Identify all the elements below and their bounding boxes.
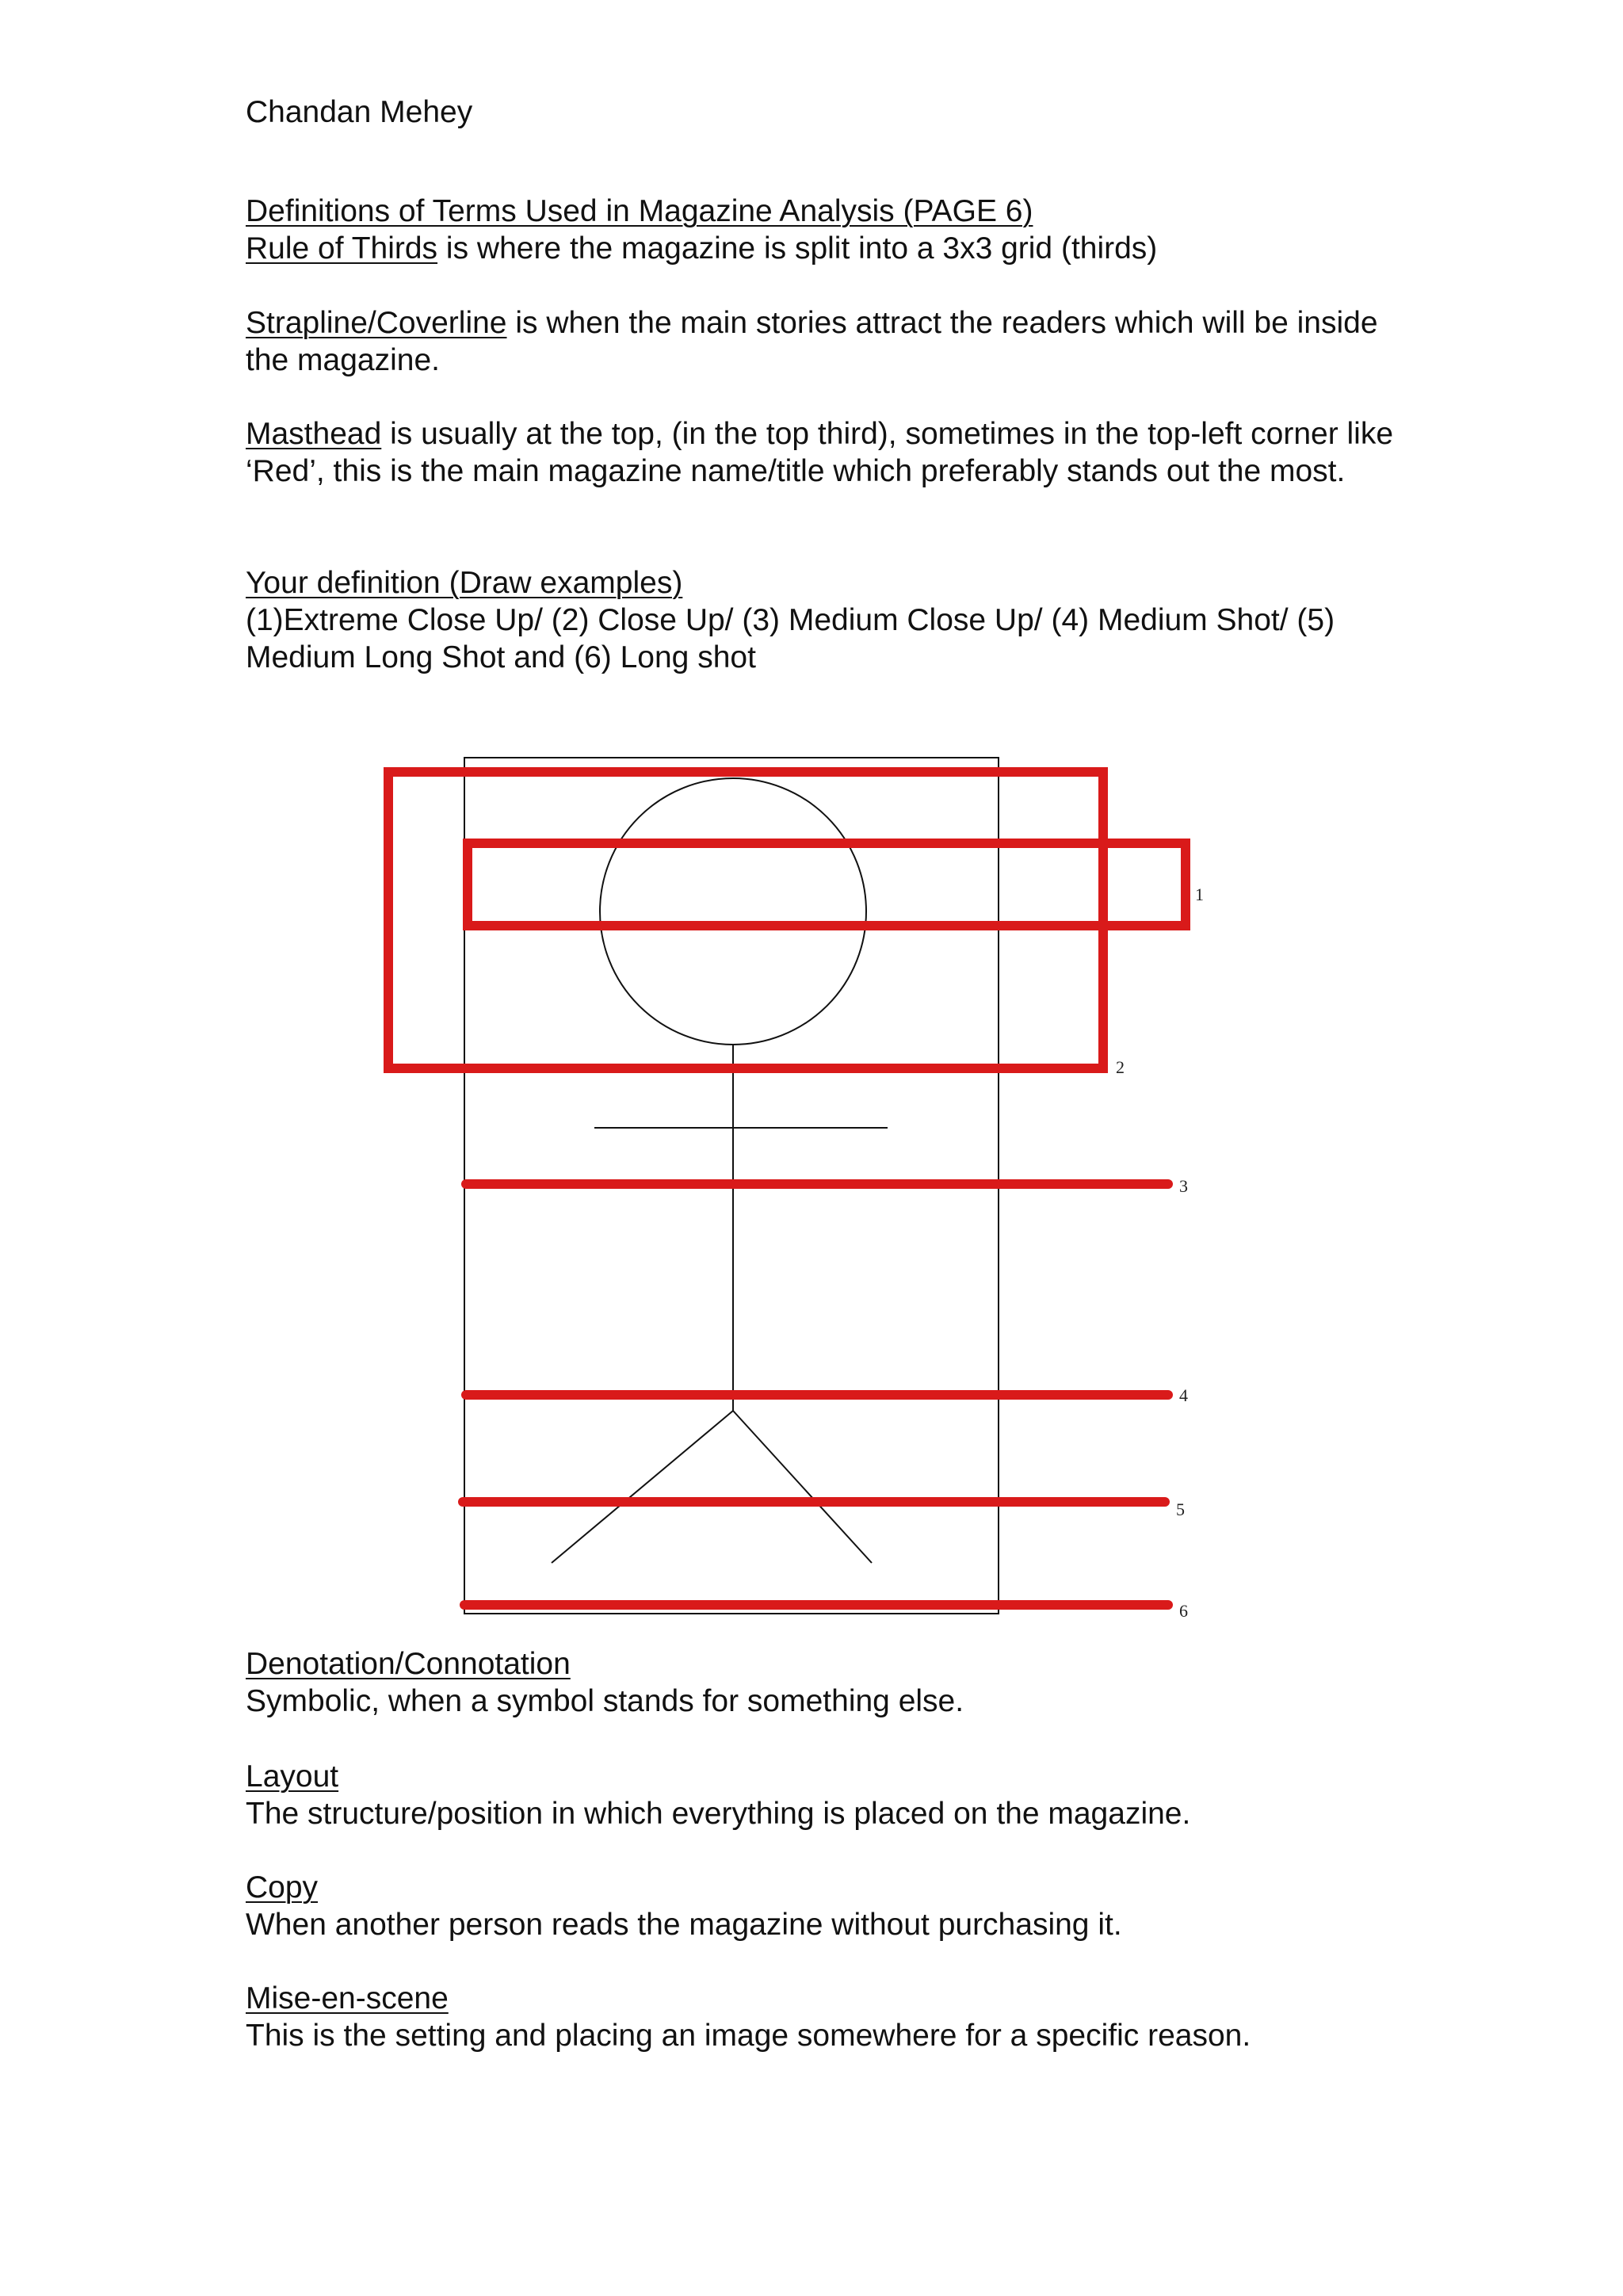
masthead-text: is usually at the top, (in the top third), sometimes in the top-left corner like ‘Red’, this is the main magazine name/title which preferably stands out the most. bbox=[246, 417, 1394, 488]
layout-block bbox=[246, 1758, 1395, 1832]
mise-en-scene-text: This is the setting and placing an image somewhere for a specific reason. bbox=[246, 2019, 1251, 2053]
copy-text: When another person reads the magazine without purchasing it. bbox=[246, 1908, 1122, 1942]
shot-types-diagram bbox=[372, 745, 1220, 1633]
your-definition-text: (1)Extreme Close Up/ (2) Close Up/ (3) Medium Close Up/ (4) Medium Shot/ (5) Medium Long Shot and (6) Long shot bbox=[246, 603, 1335, 674]
page-heading: Definitions of Terms Used in Magazine Analysis (PAGE 6) bbox=[246, 194, 1033, 228]
strapline-term: Strapline/Coverline bbox=[246, 306, 507, 340]
copy-term: Copy bbox=[246, 1870, 319, 1904]
your-definition-block bbox=[246, 564, 1395, 676]
rule-of-thirds-term: Rule of Thirds bbox=[246, 231, 438, 266]
denotation-block bbox=[246, 1645, 1395, 1720]
author-name: Chandan Mehey bbox=[246, 95, 473, 129]
strapline-text: is when the main stories attract the readers which will be inside the magazine. bbox=[246, 306, 1378, 377]
figure-head bbox=[600, 778, 866, 1045]
figure-left-leg bbox=[552, 1411, 733, 1563]
mise-en-scene-term: Mise-en-scene bbox=[246, 1981, 449, 2015]
label-2: 2 bbox=[1116, 1057, 1125, 1077]
your-definition-heading: Your definition (Draw examples) bbox=[246, 566, 683, 600]
mise-en-scene-block bbox=[246, 1980, 1395, 2054]
label-6: 6 bbox=[1179, 1601, 1188, 1621]
rule-of-thirds-text: is where the magazine is split into a 3x3 grid (thirds) bbox=[437, 231, 1158, 266]
definitions-block bbox=[246, 193, 1395, 267]
copy-block bbox=[246, 1869, 1395, 1943]
label-3: 3 bbox=[1179, 1176, 1188, 1196]
label-4: 4 bbox=[1179, 1385, 1188, 1405]
label-1: 1 bbox=[1195, 884, 1204, 904]
masthead-term: Masthead bbox=[246, 417, 382, 451]
rule-of-thirds-definition bbox=[246, 230, 1395, 267]
denotation-text: Symbolic, when a symbol stands for something else. bbox=[246, 1684, 964, 1718]
extreme-close-up-frame bbox=[468, 843, 1186, 926]
denotation-term: Denotation/Connotation bbox=[246, 1647, 571, 1681]
masthead-definition bbox=[246, 415, 1395, 490]
layout-term: Layout bbox=[246, 1759, 339, 1794]
figure-right-leg bbox=[733, 1411, 872, 1563]
strapline-definition bbox=[246, 304, 1395, 379]
layout-text: The structure/position in which everything is placed on the magazine. bbox=[246, 1797, 1191, 1831]
close-up-frame bbox=[388, 772, 1103, 1068]
label-5: 5 bbox=[1176, 1499, 1185, 1519]
